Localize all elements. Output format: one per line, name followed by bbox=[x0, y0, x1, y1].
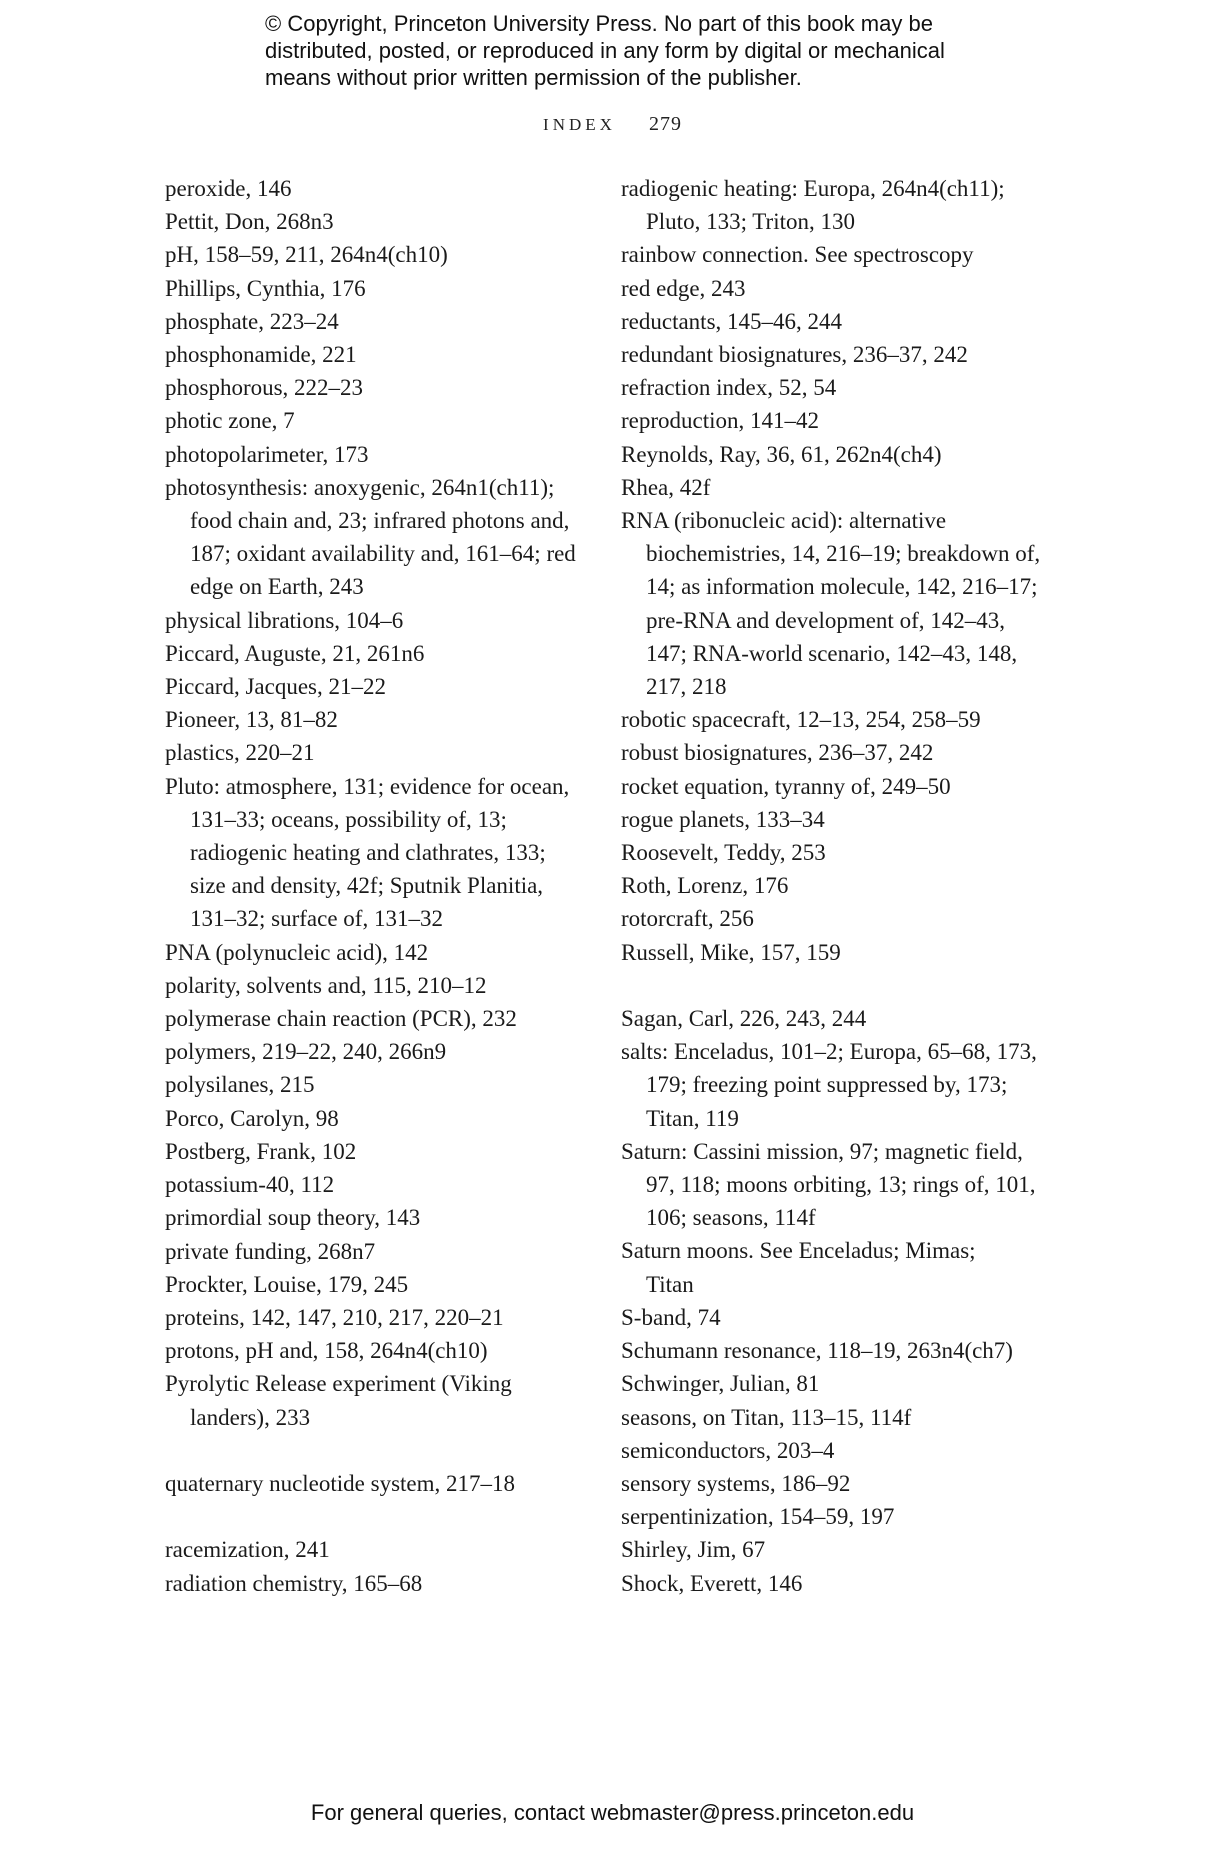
index-entry bbox=[621, 1135, 1061, 1235]
index-entry-line: Rhea, 42f bbox=[621, 474, 711, 500]
index-entry bbox=[621, 1434, 1061, 1467]
index-entry-line: polymerase chain reaction (PCR), 232 bbox=[165, 1006, 517, 1032]
footer-contact: For general queries, contact webmaster@press.princeton.edu bbox=[310, 1800, 915, 1825]
index-entry bbox=[165, 272, 605, 305]
letter-group-gap bbox=[165, 1434, 605, 1467]
index-entry-line: polymers, 219–22, 240, 266n9 bbox=[165, 1039, 447, 1065]
index-entry-continuation: 147; RNA-world scenario, 142–43, 148, bbox=[646, 640, 1018, 666]
index-entry-line: reproduction, 141–42 bbox=[621, 408, 820, 434]
page-number: 279 bbox=[648, 113, 682, 135]
index-entry-line: phosphonamide, 221 bbox=[165, 342, 357, 368]
index-entry-line: Reynolds, Ray, 36, 61, 262n4(ch4) bbox=[621, 441, 942, 467]
index-entry-continuation: 217, 218 bbox=[646, 674, 727, 700]
index-entry-line: Roth, Lorenz, 176 bbox=[621, 873, 789, 899]
index-entry-line: Phillips, Cynthia, 176 bbox=[165, 275, 366, 301]
index-entry bbox=[621, 803, 1061, 836]
index-entry-line: RNA (ribonucleic acid): alternative bbox=[621, 508, 947, 534]
index-entry bbox=[165, 1235, 605, 1268]
index-entry-line: physical librations, 104–6 bbox=[165, 607, 404, 633]
index-entry-continuation: 97, 118; moons orbiting, 13; rings of, 101, bbox=[646, 1172, 1036, 1198]
index-entry bbox=[621, 1334, 1061, 1367]
index-entry-line: potassium-40, 112 bbox=[165, 1172, 335, 1198]
index-entry-continuation: Titan, 119 bbox=[646, 1105, 739, 1131]
letter-group-gap bbox=[165, 1500, 605, 1533]
index-entry bbox=[165, 338, 605, 371]
index-entry-line: plastics, 220–21 bbox=[165, 740, 315, 766]
index-entry bbox=[621, 1367, 1061, 1400]
index-entry-line: Russell, Mike, 157, 159 bbox=[621, 939, 841, 965]
index-entry-line: Pettit, Don, 268n3 bbox=[165, 209, 334, 235]
index-entry bbox=[621, 504, 1061, 703]
index-entry-line: robotic spacecraft, 12–13, 254, 258–59 bbox=[621, 707, 981, 733]
index-entry bbox=[621, 1301, 1061, 1334]
index-entry-line: phosphorous, 222–23 bbox=[165, 375, 364, 401]
index-entry-line: seasons, on Titan, 113–15, 114f bbox=[621, 1404, 912, 1430]
index-entry-continuation: pre-RNA and development of, 142–43, bbox=[646, 607, 1005, 633]
index-entry-line: salts: Enceladus, 101–2; Europa, 65–68, 173, bbox=[621, 1039, 1037, 1065]
index-entry-continuation: 106; seasons, 114f bbox=[646, 1205, 816, 1231]
index-entry-continuation: biochemistries, 14, 216–19; breakdown of, bbox=[646, 541, 1041, 567]
index-entry-line: radiogenic heating: Europa, 264n4(ch11); bbox=[621, 176, 1005, 201]
index-entry bbox=[621, 1401, 1061, 1434]
index-entry-line: polysilanes, 215 bbox=[165, 1072, 315, 1098]
index-entry bbox=[621, 238, 1061, 271]
index-entry-line: sensory systems, 186–92 bbox=[621, 1470, 851, 1496]
index-entry-line: rainbow connection. See spectroscopy bbox=[621, 242, 974, 268]
index-entry bbox=[165, 404, 605, 437]
index-entry bbox=[165, 1102, 605, 1135]
index-entry bbox=[165, 969, 605, 1002]
index-entry bbox=[165, 471, 605, 604]
index-entry-line: Postberg, Frank, 102 bbox=[165, 1138, 357, 1164]
index-entry-line: private funding, 268n7 bbox=[165, 1238, 376, 1264]
running-head bbox=[0, 113, 1225, 136]
index-entry-line: Saturn: Cassini mission, 97; magnetic field, bbox=[621, 1138, 1023, 1164]
copyright-notice bbox=[265, 10, 1025, 91]
index-entry bbox=[165, 172, 605, 205]
index-entry-line: robust biosignatures, 236–37, 242 bbox=[621, 740, 934, 766]
index-entry-line: red edge, 243 bbox=[621, 275, 746, 301]
index-entry-line: Saturn moons. See Enceladus; Mimas; bbox=[621, 1238, 976, 1264]
index-entry-line: protons, pH and, 158, 264n4(ch10) bbox=[165, 1338, 488, 1364]
index-entry-line: Shock, Everett, 146 bbox=[621, 1570, 803, 1596]
index-entry bbox=[165, 670, 605, 703]
index-entry-line: Pyrolytic Release experiment (Viking bbox=[165, 1371, 512, 1397]
index-entry bbox=[165, 205, 605, 238]
index-entry bbox=[621, 836, 1061, 869]
index-entry-continuation: radiogenic heating and clathrates, 133; bbox=[190, 840, 546, 866]
index-entry-line: racemization, 241 bbox=[165, 1537, 330, 1563]
copyright-line: distributed, posted, or reproduced in any form by digital or mechanical bbox=[265, 38, 945, 63]
index-entry-continuation: Pluto, 133; Triton, 130 bbox=[646, 209, 855, 235]
index-entry bbox=[621, 736, 1061, 769]
letter-group-gap bbox=[621, 969, 1061, 1002]
index-entry-continuation: 14; as information molecule, 142, 216–17; bbox=[646, 574, 1038, 600]
index-entry-line: Schwinger, Julian, 81 bbox=[621, 1371, 820, 1397]
index-entry bbox=[621, 1533, 1061, 1566]
index-entry-line: rogue planets, 133–34 bbox=[621, 806, 825, 832]
index-entry-line: Sagan, Carl, 226, 243, 244 bbox=[621, 1006, 867, 1032]
copyright-line: means without prior written permission of the publisher. bbox=[265, 65, 802, 90]
index-entry bbox=[165, 736, 605, 769]
index-entry-line: primordial soup theory, 143 bbox=[165, 1205, 421, 1231]
index-entry bbox=[165, 1367, 605, 1433]
index-entry bbox=[621, 272, 1061, 305]
index-entry-line: redundant biosignatures, 236–37, 242 bbox=[621, 342, 968, 368]
index-entry bbox=[165, 1334, 605, 1367]
index-entry bbox=[165, 1201, 605, 1234]
running-head-label: INDEX bbox=[543, 115, 616, 134]
index-entry-continuation: 187; oxidant availability and, 161–64; red bbox=[190, 541, 576, 567]
index-entry-line: Prockter, Louise, 179, 245 bbox=[165, 1271, 409, 1297]
index-entry bbox=[621, 1002, 1061, 1035]
index-entry-continuation: 131–33; oceans, possibility of, 13; bbox=[190, 806, 507, 832]
index-entry-continuation: edge on Earth, 243 bbox=[190, 574, 364, 600]
index-entry-line: Shirley, Jim, 67 bbox=[621, 1537, 766, 1563]
index-entry-line: photic zone, 7 bbox=[165, 408, 295, 434]
index-entry-line: semiconductors, 203–4 bbox=[621, 1437, 835, 1463]
index-entry-line: radiation chemistry, 165–68 bbox=[165, 1570, 423, 1596]
index-entry bbox=[621, 471, 1061, 504]
index-column-right bbox=[621, 172, 1061, 1600]
index-entry-continuation: size and density, 42f; Sputnik Planitia, bbox=[190, 873, 544, 899]
index-entry bbox=[165, 1301, 605, 1334]
index-entry-line: polarity, solvents and, 115, 210–12 bbox=[165, 972, 487, 998]
index-entry bbox=[621, 1234, 1061, 1300]
index-entry bbox=[621, 404, 1061, 437]
index-entry bbox=[621, 1500, 1061, 1533]
index-entry-line: phosphate, 223–24 bbox=[165, 308, 339, 334]
index-entry bbox=[165, 1168, 605, 1201]
index-entry-line: serpentinization, 154–59, 197 bbox=[621, 1504, 895, 1530]
index-entry bbox=[165, 1467, 605, 1500]
index-entry-line: rotorcraft, 256 bbox=[621, 906, 754, 932]
index-entry bbox=[621, 305, 1061, 338]
index-entry bbox=[621, 338, 1061, 371]
index-entry bbox=[165, 371, 605, 404]
index-entry bbox=[621, 1567, 1061, 1600]
index-entry bbox=[165, 936, 605, 969]
index-entry bbox=[165, 1002, 605, 1035]
index-entry-line: Schumann resonance, 118–19, 263n4(ch7) bbox=[621, 1338, 1013, 1364]
index-entry-line: PNA (polynucleic acid), 142 bbox=[165, 939, 429, 965]
index-entry-line: reductants, 145–46, 244 bbox=[621, 308, 843, 334]
index-entry-continuation: Titan bbox=[646, 1271, 694, 1297]
index-entry bbox=[165, 1268, 605, 1301]
index-entry-continuation: landers), 233 bbox=[190, 1404, 311, 1430]
index-entry bbox=[165, 1068, 605, 1101]
index-entry-line: S-band, 74 bbox=[621, 1304, 721, 1330]
index-entry-line: quaternary nucleotide system, 217–18 bbox=[165, 1470, 516, 1496]
index-entry bbox=[165, 1533, 605, 1566]
index-entry bbox=[165, 703, 605, 736]
index-entry-line: photosynthesis: anoxygenic, 264n1(ch11); bbox=[165, 474, 555, 500]
index-entry bbox=[621, 438, 1061, 471]
index-entry bbox=[165, 438, 605, 471]
index-entry-line: Porco, Carolyn, 98 bbox=[165, 1105, 339, 1131]
index-entry bbox=[621, 869, 1061, 902]
index-entry-line: proteins, 142, 147, 210, 217, 220–21 bbox=[165, 1304, 504, 1330]
index-column-left bbox=[165, 172, 605, 1600]
index-entry bbox=[621, 902, 1061, 935]
index-entry-line: photopolarimeter, 173 bbox=[165, 441, 369, 467]
index-entry bbox=[165, 1135, 605, 1168]
index-entry bbox=[165, 604, 605, 637]
index-entry bbox=[165, 770, 605, 936]
index-entry bbox=[165, 1567, 605, 1600]
index-entry-continuation: 131–32; surface of, 131–32 bbox=[190, 906, 443, 932]
index-entry-line: Pluto: atmosphere, 131; evidence for ocean, bbox=[165, 773, 570, 799]
copyright-line: © Copyright, Princeton University Press. No part of this book may be bbox=[265, 11, 933, 36]
index-entry-line: Piccard, Auguste, 21, 261n6 bbox=[165, 640, 425, 666]
index-entry bbox=[621, 703, 1061, 736]
index-entry bbox=[165, 305, 605, 338]
index-entry bbox=[621, 172, 1061, 238]
index-entry bbox=[621, 1467, 1061, 1500]
index-entry-line: rocket equation, tyranny of, 249–50 bbox=[621, 773, 951, 799]
index-entry bbox=[165, 637, 605, 670]
index-entry bbox=[165, 1035, 605, 1068]
index-entry bbox=[621, 936, 1061, 969]
index-entry-line: refraction index, 52, 54 bbox=[621, 375, 837, 401]
index-entry-line: Pioneer, 13, 81–82 bbox=[165, 707, 338, 733]
index-entry-line: peroxide, 146 bbox=[165, 176, 292, 201]
index-entry bbox=[165, 238, 605, 271]
index-entry bbox=[621, 371, 1061, 404]
index-entry bbox=[621, 1035, 1061, 1135]
index-entry-line: Piccard, Jacques, 21–22 bbox=[165, 674, 386, 700]
index-entry bbox=[621, 770, 1061, 803]
index-entry-continuation: food chain and, 23; infrared photons and, bbox=[190, 508, 570, 534]
index-entry-line: Roosevelt, Teddy, 253 bbox=[621, 840, 826, 866]
index-entry-continuation: 179; freezing point suppressed by, 173; bbox=[646, 1072, 1008, 1098]
index-entry-line: pH, 158–59, 211, 264n4(ch10) bbox=[165, 242, 448, 268]
